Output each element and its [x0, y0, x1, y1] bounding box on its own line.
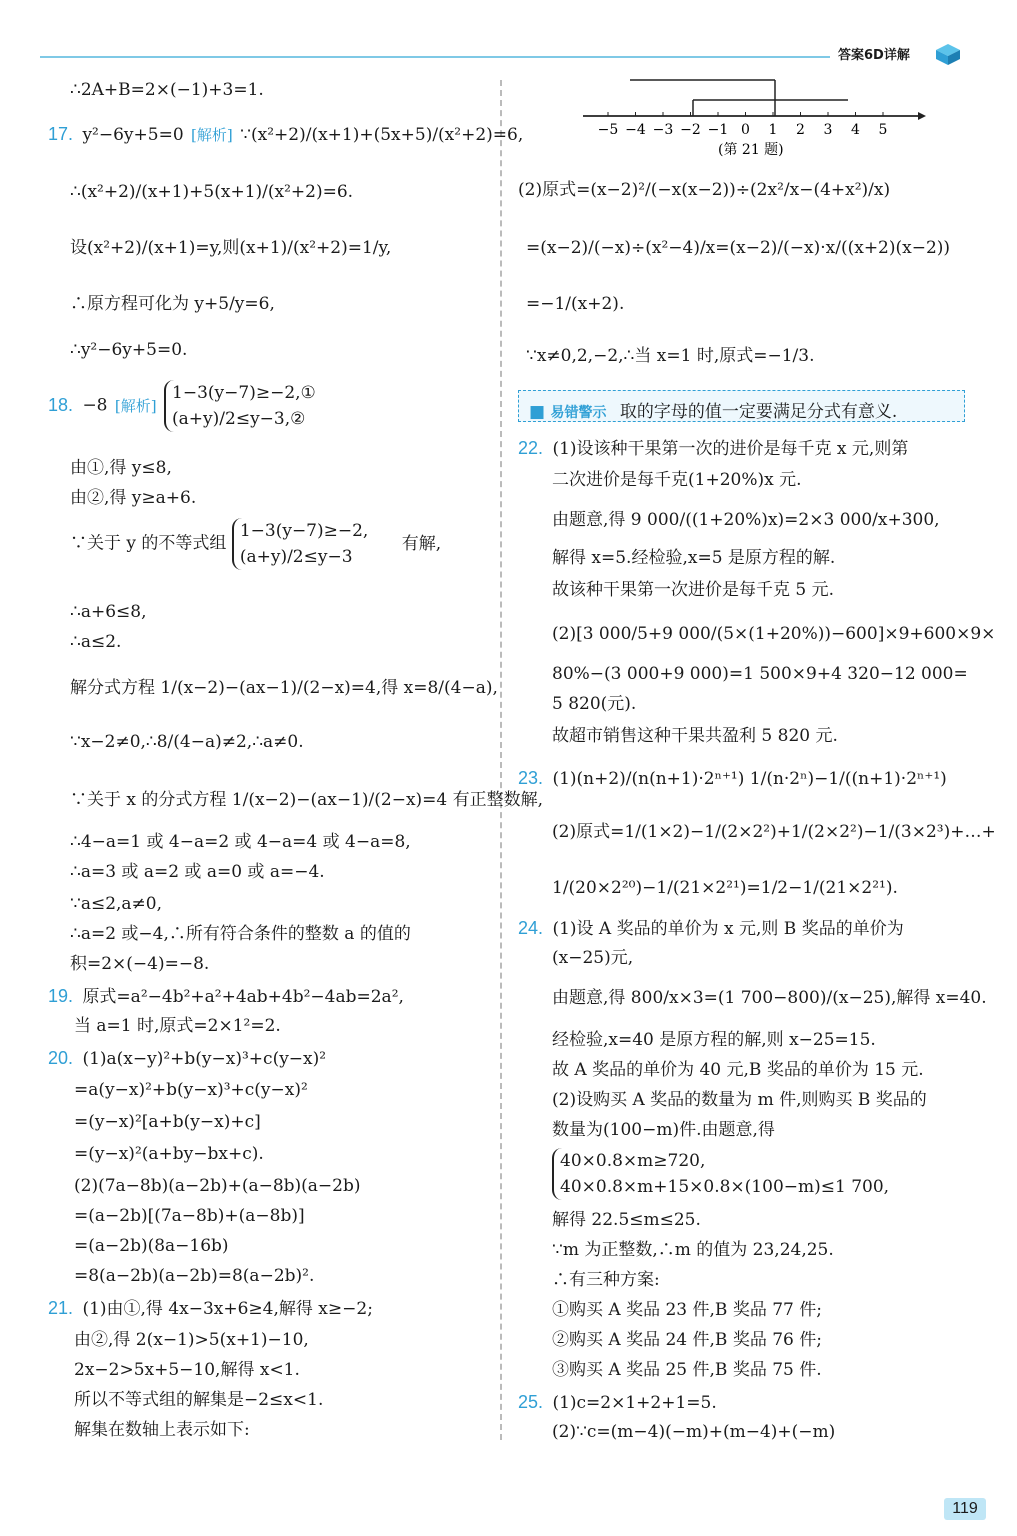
inequality-system [552, 1148, 889, 1200]
question-number: 20. [48, 1048, 74, 1068]
line: 积=2×(−4)=−8. [70, 954, 210, 974]
line: 故该种干果第一次进价是每千克 5 元. [552, 580, 835, 600]
line: =a(y−x)²+b(y−x)³+c(y−x)² [74, 1080, 308, 1100]
line: (x−25)元, [552, 948, 634, 968]
line: 由②,得 y≥a+6. [70, 488, 197, 508]
question-17 [48, 122, 523, 147]
line: =(a−2b)(8a−16b) [74, 1236, 229, 1256]
line: ①购买 A 奖品 23 件,B 奖品 77 件; [552, 1300, 822, 1320]
tick-label: 0 [741, 122, 750, 138]
tick-label: 1 [768, 122, 778, 138]
line: 由题意,得 9 000/((1+20%)x)=2×3 000/x+300, [552, 510, 940, 530]
line: (a+y)/2≤y−3 [239, 547, 353, 567]
line: ∵x≠0,2,−2,∴当 x=1 时,原式=−1/3. [526, 346, 815, 366]
line: 解分式方程 1/(x−2)−(ax−1)/(2−x)=4,得 x=8/(4−a), [70, 678, 498, 698]
line: ∵m 为正整数,∴m 的值为 23,24,25. [552, 1240, 834, 1260]
question-number: 25. [518, 1392, 544, 1412]
question-number: 24. [518, 918, 544, 938]
answer: −8 [82, 395, 108, 416]
line: ∴a+6≤8, [70, 602, 147, 622]
line: 2x−2>5x+5−10,解得 x<1. [74, 1360, 300, 1380]
line: 解得 22.5≤m≤25. [552, 1210, 701, 1230]
line: (2)原式=(x−2)²/(−x(x−2))÷(2x²/x−(4+x²)/x) [518, 180, 891, 200]
tick-label: −1 [707, 122, 729, 138]
line: ∴原方程可化为 y+5/y=6, [70, 294, 275, 314]
question-18-system-line [70, 518, 441, 570]
answer: y²−6y+5=0 [82, 125, 184, 145]
line: 5 820(元). [552, 694, 637, 714]
page-number: 119 [944, 1498, 986, 1520]
question-18 [48, 380, 316, 432]
line: (1)设该种干果第一次的进价是每千克 x 元,则第 [552, 439, 909, 459]
line: (1)(n+2)/(n(n+1)·2ⁿ⁺¹) 1/(n·2ⁿ)−1/((n+1)·2ⁿ⁺¹) [552, 769, 947, 789]
line: (2)∵c=(m−4)(−m)+(m−4)+(−m) [552, 1422, 836, 1442]
tick-label: 3 [823, 122, 833, 138]
question-19 [48, 984, 404, 1009]
line: ∴a≤2. [70, 632, 122, 652]
number-line-figure [578, 78, 938, 158]
line: 当 a=1 时,原式=2×1²=2. [74, 1016, 281, 1036]
line: 二次进价是每千克(1+20%)x 元. [552, 470, 802, 490]
line: (1)由①,得 4x−3x+6≥4,解得 x≥−2; [82, 1299, 373, 1319]
question-number: 17. [48, 124, 74, 144]
line: 40×0.8×m≥720, [560, 1151, 706, 1171]
line: ③购买 A 奖品 25 件,B 奖品 75 件. [552, 1360, 822, 1380]
line: 解集在数轴上表示如下: [74, 1420, 250, 1440]
common-mistake-box [518, 390, 965, 422]
line: (1)设 A 奖品的单价为 x 元,则 B 奖品的单价为 [552, 919, 904, 939]
line: 所以不等式组的解集是−2≤x<1. [74, 1390, 324, 1410]
column-divider [500, 80, 502, 1440]
line: =8(a−2b)(a−2b)=8(a−2b)². [74, 1266, 315, 1286]
line: ∴有三种方案: [552, 1270, 660, 1290]
tick-label: −3 [652, 122, 674, 138]
axis-arrow-icon [918, 112, 926, 120]
line: ∴y²−6y+5=0. [70, 340, 188, 360]
line: =(a−2b)[(7a−8b)+(a−8b)] [74, 1206, 305, 1226]
line: 原式=a²−4b²+a²+4ab+4b²−4ab=2a², [82, 987, 404, 1007]
line: ∵关于 x 的分式方程 1/(x−2)−(ax−1)/(2−x)=4 有正整数解, [70, 790, 544, 810]
line: 经检验,x=40 是原方程的解,则 x−25=15. [552, 1030, 876, 1050]
line: 设(x²+2)/(x+1)=y,则(x+1)/(x²+2)=1/y, [70, 238, 392, 258]
tick-label: 5 [878, 122, 888, 138]
line: 由②,得 2(x−1)>5(x+1)−10, [74, 1330, 309, 1350]
question-number: 19. [48, 986, 74, 1006]
tick-label: −2 [680, 122, 701, 138]
line: (2)[3 000/5+9 000/(5×(1+20%))−600]×9+600×9× [552, 624, 996, 644]
line: ②购买 A 奖品 24 件,B 奖品 76 件; [552, 1330, 822, 1350]
line: 1−3(y−7)≥−2, [239, 521, 369, 541]
question-23 [518, 766, 947, 791]
tick-label: −4 [625, 122, 646, 138]
line: (1)c=2×1+2+1=5. [552, 1393, 717, 1413]
cube-logo-icon [934, 42, 962, 66]
square-bullet-icon: ■ [529, 402, 546, 422]
question-20 [48, 1046, 326, 1071]
line: 故超市销售这种干果共盈利 5 820 元. [552, 726, 838, 746]
line: =(y−x)²(a+by−bx+c). [74, 1144, 264, 1164]
line: ∵(x²+2)/(x+1)+(5x+5)/(x²+2)=6, [240, 125, 524, 145]
line: =(y−x)²[a+b(y−x)+c] [74, 1112, 261, 1132]
line: ∴a=2 或−4,∴所有符合条件的整数 a 的值的 [70, 924, 411, 944]
line: (2)(7a−8b)(a−2b)+(a−8b)(a−2b) [74, 1176, 361, 1196]
question-number: 21. [48, 1298, 74, 1318]
line: =(x−2)/(−x)÷(x²−4)/x=(x−2)/(−x)·x/((x+2)(x−2)) [526, 238, 951, 258]
question-number: 18. [48, 394, 74, 415]
line: 由题意,得 800/x×3=(1 700−800)/(x−25),解得 x=40. [552, 988, 987, 1008]
line: 80%−(3 000+9 000)=1 500×9+4 320−12 000= [552, 664, 968, 684]
tick-label: 4 [851, 122, 860, 138]
line: (1)a(x−y)²+b(y−x)³+c(y−x)² [82, 1049, 327, 1069]
line: (2)原式=1/(1×2)−1/(2×2²)+1/(2×2²)−1/(3×2³)+…+ [552, 822, 996, 842]
question-number: 23. [518, 768, 544, 788]
inequality-system [232, 518, 369, 570]
warn-row [529, 397, 897, 422]
warn-tag: 易错警示 [550, 405, 607, 421]
line: 解得 x=5.经检验,x=5 是原方程的解. [552, 548, 836, 568]
question-22 [518, 436, 908, 461]
question-24 [518, 916, 904, 941]
line: ∵a≤2,a≠0, [70, 894, 163, 914]
line: 数量为(100−m)件.由题意,得 [552, 1120, 775, 1140]
line: 1/(20×2²⁰)−1/(21×2²¹)=1/2−1/(21×2²¹). [552, 878, 898, 898]
line: 由①,得 y≤8, [70, 458, 172, 478]
line: ∴4−a=1 或 4−a=2 或 4−a=4 或 4−a=8, [70, 832, 411, 852]
header-title: 答案6D详解 [838, 48, 910, 63]
inequality-system [164, 380, 316, 432]
analysis-tag: [解析] [191, 126, 233, 144]
question-21 [48, 1296, 373, 1321]
line: ∴(x²+2)/(x+1)+5(x+1)/(x²+2)=6. [70, 182, 354, 202]
line: =−1/(x+2). [526, 294, 625, 314]
line: (a+y)/2≤y−3,② [172, 409, 306, 429]
brace [552, 1148, 889, 1200]
analysis-tag: [解析] [114, 396, 157, 415]
warn-text: 取的字母的值一定要满足分式有意义. [619, 402, 898, 422]
line: (2)设购买 A 奖品的数量为 m 件,则购买 B 奖品的 [552, 1090, 927, 1110]
line: 故 A 奖品的单价为 40 元,B 奖品的单价为 15 元. [552, 1060, 924, 1080]
line: 40×0.8×m+15×0.8×(100−m)≤1 700, [560, 1177, 890, 1197]
line: 有解, [401, 533, 442, 554]
line: ∴2A+B=2×(−1)+3=1. [70, 80, 264, 100]
question-number: 22. [518, 438, 544, 458]
line: ∵关于 y 的不等式组 [70, 533, 227, 554]
figure-caption: (第 21 题) [718, 142, 784, 158]
line: ∴a=3 或 a=2 或 a=0 或 a=−4. [70, 862, 325, 882]
header-rule [40, 56, 830, 58]
question-25 [518, 1390, 717, 1415]
tick-label: 2 [796, 122, 805, 138]
tick-label: −5 [597, 122, 619, 138]
line: ∵x−2≠0,∴8/(4−a)≠2,∴a≠0. [70, 732, 304, 752]
line: 1−3(y−7)≥−2,① [172, 383, 316, 403]
